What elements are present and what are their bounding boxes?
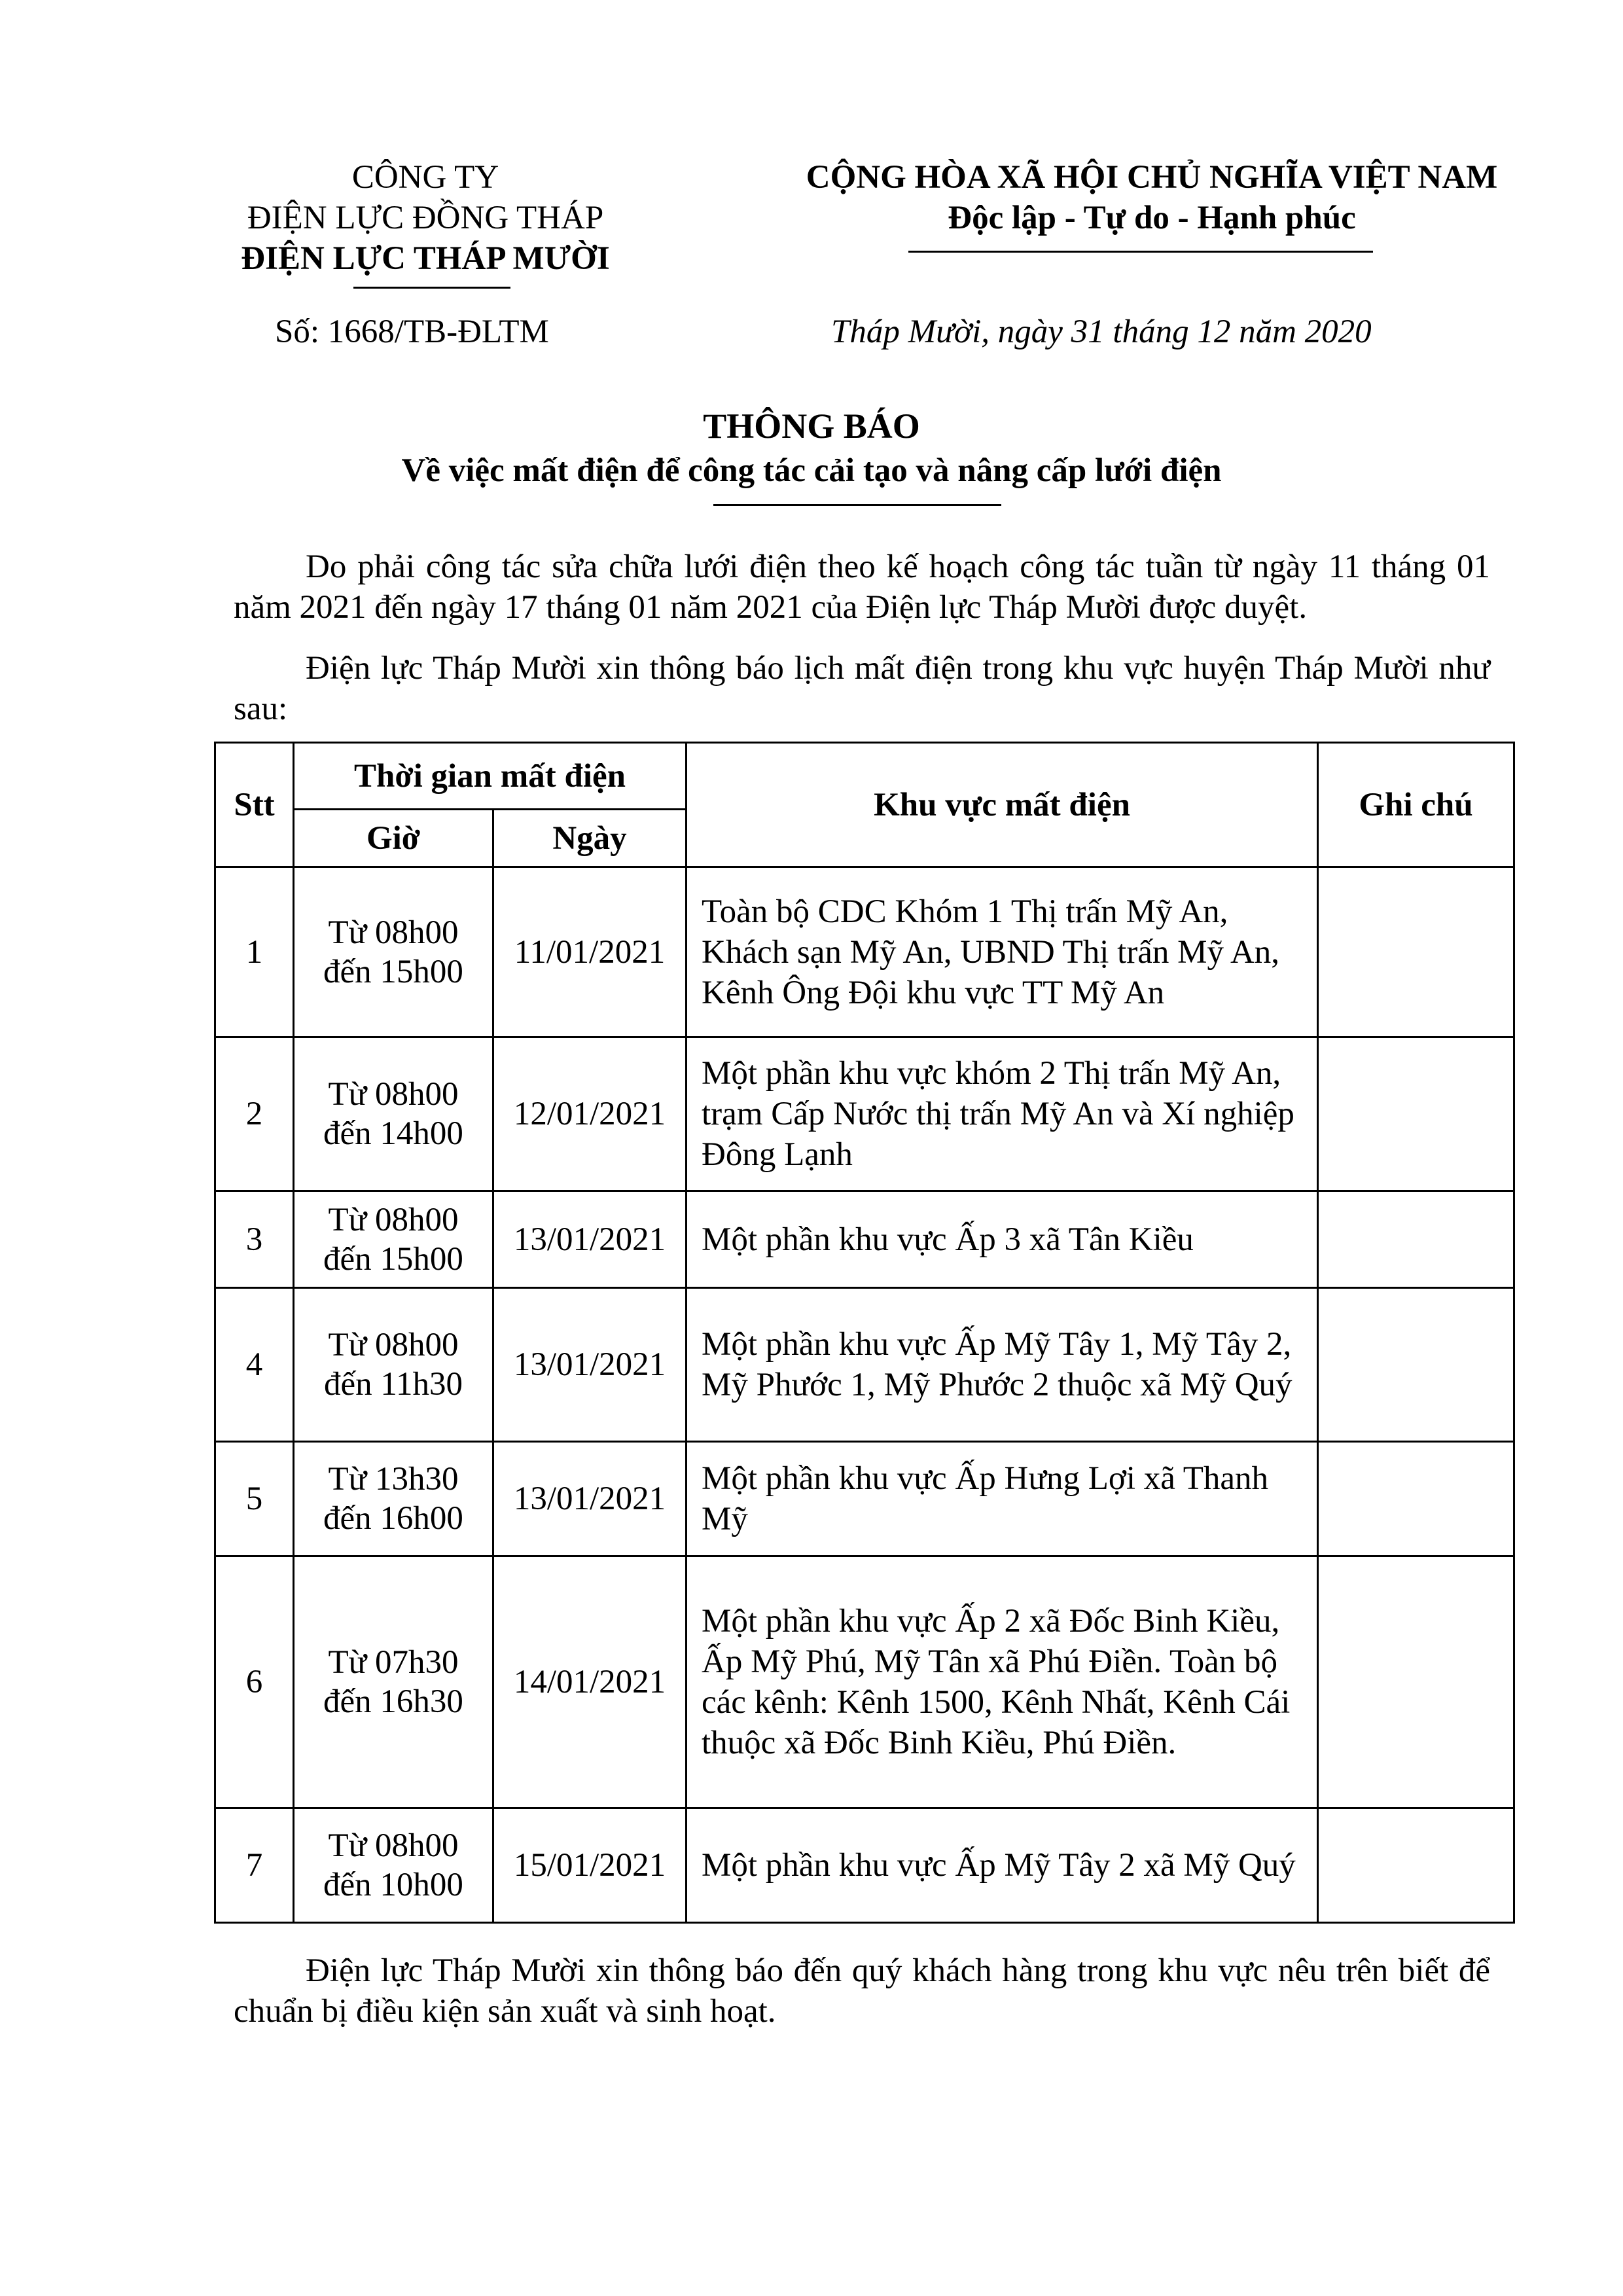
time-from: Từ 08h00: [328, 1201, 459, 1238]
time-to: đến 15h00: [323, 1240, 463, 1278]
row-time: [294, 1808, 493, 1923]
company-line-2: ĐIỆN LỰC ĐỒNG THÁP: [247, 200, 604, 236]
row-note: [1318, 1556, 1514, 1808]
row-date: 15/01/2021: [493, 1808, 687, 1923]
time-from: Từ 07h30: [328, 1644, 459, 1681]
time-from: Từ 08h00: [328, 1327, 459, 1363]
row-time: [294, 867, 493, 1037]
time-from: Từ 13h30: [328, 1461, 459, 1498]
row-time: [294, 1037, 493, 1191]
motto-underline: [908, 251, 1373, 253]
row-stt: 6: [215, 1556, 294, 1808]
table-row: [215, 1808, 1514, 1923]
row-time: [294, 1191, 493, 1288]
row-note: [1318, 867, 1514, 1037]
row-area: Một phần khu vực khóm 2 Thị trấn Mỹ An, trạm Cấp Nước thị trấn Mỹ An và Xí nghiệp Đông Lạnh: [687, 1037, 1318, 1191]
table-row: [215, 1191, 1514, 1288]
row-date: 13/01/2021: [493, 1288, 687, 1442]
row-area: Một phần khu vực Ấp Mỹ Tây 1, Mỹ Tây 2, Mỹ Phước 1, Mỹ Phước 2 thuộc xã Mỹ Quý: [687, 1288, 1318, 1442]
header-hour: Giờ: [294, 810, 493, 867]
national-title: CỘNG HÒA XÃ HỘI CHỦ NGHĨA VIỆT NAM: [806, 159, 1498, 196]
row-area: Toàn bộ CDC Khóm 1 Thị trấn Mỹ An, Khách sạn Mỹ An, UBND Thị trấn Mỹ An, Kênh Ông Đội khu vực TT Mỹ An: [687, 867, 1318, 1037]
closing-paragraph: Điện lực Tháp Mười xin thông báo đến quý khách hàng trong khu vực nêu trên biết để chuẩn bị điều kiện sản xuất và sinh hoạt.: [234, 1952, 1490, 2030]
header-stt: Stt: [215, 743, 294, 867]
row-date: 12/01/2021: [493, 1037, 687, 1191]
table-row: [215, 1556, 1514, 1808]
row-date: 11/01/2021: [493, 867, 687, 1037]
time-from: Từ 08h00: [328, 1076, 459, 1113]
time-to: đến 14h00: [323, 1115, 463, 1152]
row-time: [294, 1288, 493, 1442]
document-date: Tháp Mười, ngày 31 tháng 12 năm 2020: [831, 314, 1372, 350]
row-note: [1318, 1442, 1514, 1556]
row-stt: 3: [215, 1191, 294, 1288]
company-line-1: CÔNG TY: [351, 159, 499, 196]
row-stt: 5: [215, 1442, 294, 1556]
time-to: đến 16h00: [323, 1500, 463, 1537]
row-date: 13/01/2021: [493, 1442, 687, 1556]
table-row: [215, 867, 1514, 1037]
national-motto: Độc lập - Tự do - Hạnh phúc: [948, 200, 1356, 236]
document-subtitle: Về việc mất điện để công tác cải tạo và nâng cấp lưới điện: [401, 452, 1222, 489]
row-date: 14/01/2021: [493, 1556, 687, 1808]
row-note: [1318, 1191, 1514, 1288]
time-to: đến 16h30: [323, 1683, 463, 1720]
row-area: Một phần khu vực Ấp 2 xã Đốc Binh Kiều, Ấp Mỹ Phú, Mỹ Tân xã Phú Điền. Toàn bộ các kênh: Kênh 1500, Kênh Nhất, Kênh Cái thuộc xã Đốc Binh Kiều, Phú Điền.: [687, 1556, 1318, 1808]
company-underline: [353, 287, 510, 289]
header-area: Khu vực mất điện: [687, 743, 1318, 867]
time-from: Từ 08h00: [328, 1827, 459, 1864]
company-header: [170, 157, 681, 279]
header-time-group: Thời gian mất điện: [294, 743, 687, 810]
row-stt: 2: [215, 1037, 294, 1191]
company-line-3: ĐIỆN LỰC THÁP MƯỜI: [241, 240, 610, 277]
intro-paragraph: Do phải công tác sửa chữa lưới điện theo kế hoạch công tác tuần từ ngày 11 tháng 01 năm 2021 đến ngày 17 tháng 01 năm 2021 của Điện lực Tháp Mười được duyệt.: [234, 548, 1490, 626]
time-to: đến 11h30: [324, 1366, 463, 1403]
row-stt: 1: [215, 867, 294, 1037]
time-from: Từ 08h00: [328, 914, 459, 951]
document-number: Số: 1668/TB-ĐLTM: [275, 314, 549, 350]
outage-schedule-table: [214, 742, 1515, 1924]
row-date: 13/01/2021: [493, 1191, 687, 1288]
announcement-paragraph: Điện lực Tháp Mười xin thông báo lịch mất điện trong khu vực huyện Tháp Mười như sau:: [234, 650, 1490, 727]
subtitle-underline: [713, 504, 1001, 506]
header-note: Ghi chú: [1318, 743, 1514, 867]
time-to: đến 15h00: [323, 953, 463, 990]
row-note: [1318, 1037, 1514, 1191]
header-date: Ngày: [493, 810, 687, 867]
row-time: [294, 1442, 493, 1556]
table-row: [215, 1442, 1514, 1556]
row-note: [1318, 1808, 1514, 1923]
row-area: Một phần khu vực Ấp 3 xã Tân Kiều: [687, 1191, 1318, 1288]
row-time: [294, 1556, 493, 1808]
national-header: [733, 157, 1571, 238]
time-to: đến 10h00: [323, 1867, 463, 1903]
document-title: THÔNG BÁO: [703, 406, 920, 446]
table-row: [215, 1037, 1514, 1191]
row-area: Một phần khu vực Ấp Hưng Lợi xã Thanh Mỹ: [687, 1442, 1318, 1556]
row-note: [1318, 1288, 1514, 1442]
row-stt: 4: [215, 1288, 294, 1442]
table-row: [215, 1288, 1514, 1442]
row-area: Một phần khu vực Ấp Mỹ Tây 2 xã Mỹ Quý: [687, 1808, 1318, 1923]
row-stt: 7: [215, 1808, 294, 1923]
